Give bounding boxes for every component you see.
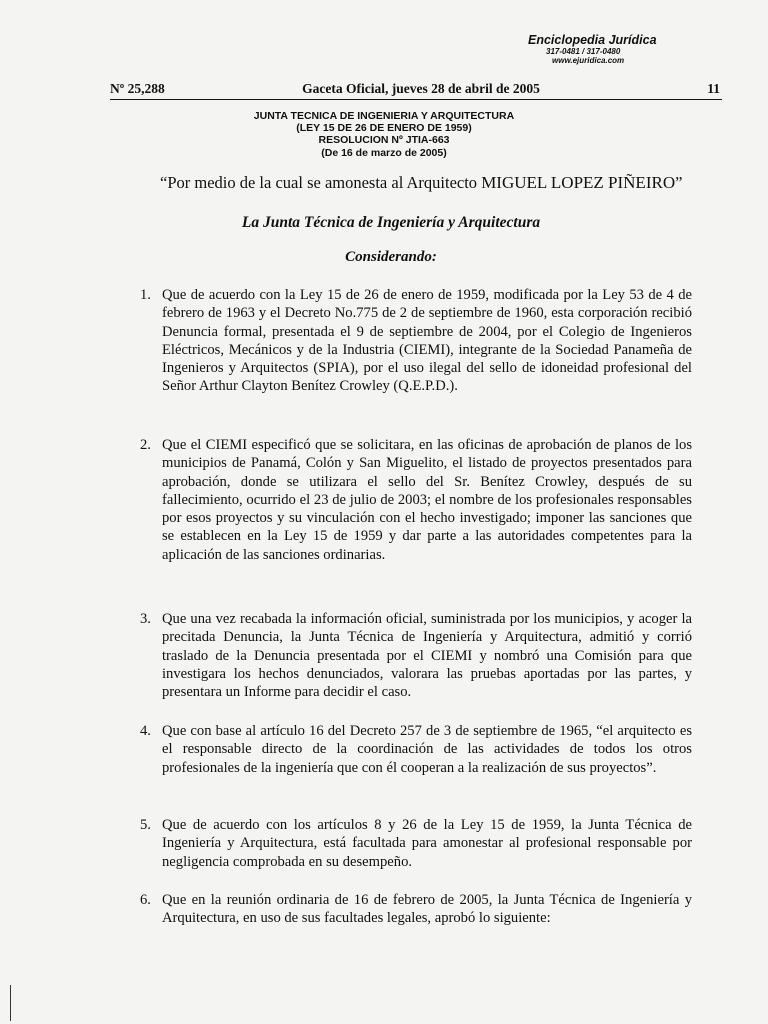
page-number: 11 <box>707 81 720 96</box>
item-text: Que el CIEMI especificó que se solicitara, en las oficinas de aprobación de planos de los municipios de Panamá, Colón y San Miguelito, el listado de proyectos presentados para aprobación, donde se utilizara el sello del Sr. Benítez Crowley, después de su fallecimiento, ocurrido el 23 de julio de 2003; el nombre de los profesionales responsables por esos proyectos y su vinculación con el hecho investigado; imponer las sanciones que se establecen en la Ley 15 de 1959 y dar parte a las autoridades competentes para la aplicación de las sanciones ordinarias. <box>162 437 692 563</box>
publisher-stamp <box>528 34 688 65</box>
subject-close: ” <box>675 173 683 192</box>
resolution-law: (LEY 15 DE 26 DE ENERO DE 1959) <box>296 122 472 135</box>
list-item <box>140 436 692 564</box>
gazette-title: Gaceta Oficial, jueves 28 de abril de 2005 <box>302 81 540 96</box>
subject-name: MIGUEL LOPEZ PIÑEIRO <box>481 173 676 192</box>
subject-text: “Por medio de la cual se amonesta al Arquitecto <box>160 173 482 192</box>
list-item <box>140 891 692 928</box>
considerando-heading: Considerando: <box>345 249 437 265</box>
resolution-subject <box>160 173 682 193</box>
list-item <box>140 816 692 871</box>
resolution-board: JUNTA TECNICA DE INGENIERIA Y ARQUITECTURA <box>253 110 515 122</box>
gazette-header <box>110 81 722 100</box>
scan-margin-line <box>10 985 11 1021</box>
stamp-website: www.ejuridica.com <box>552 55 625 65</box>
item-number: 5. <box>140 817 151 833</box>
junta-heading: La Junta Técnica de Ingeniería y Arquitectura <box>241 214 541 231</box>
item-text: Que en la reunión ordinaria de 16 de febrero de 2005, la Junta Técnica de Ingeniería y Arquitectura, en uso de sus facultades legales, aprobó lo siguiente: <box>162 892 692 927</box>
list-item <box>140 722 692 777</box>
item-number: 1. <box>140 287 151 303</box>
item-number: 2. <box>140 437 151 453</box>
item-text: Que de acuerdo con los artículos 8 y 26 de la Ley 15 de 1959, la Junta Técnica de Ingeniería y Arquitectura, está facultada para amonestar al profesional responsable por negligencia comprobada en su desempeño. <box>162 817 692 870</box>
item-number: 4. <box>140 723 151 739</box>
item-text: Que de acuerdo con la Ley 15 de 26 de enero de 1959, modificada por la Ley 53 de 4 de febrero de 1963 y el Decreto No.775 de 2 de septiembre de 1960, esta corporación recibió Denuncia formal, presentada el 9 de septiembre de 2004, por el Colegio de Ingenieros Eléctricos, Mecánicos y de la Industria (CIEMI), integrante de la Sociedad Panameña de Ingenieros y Arquitectos (SPIA), por el uso ilegal del sello de idoneidad profesional del Señor Arthur Clayton Benítez Crowley (Q.E.P.D.). <box>162 287 692 395</box>
resolution-heading <box>0 110 768 159</box>
item-number: 6. <box>140 892 151 908</box>
item-number: 3. <box>140 611 151 627</box>
item-text: Que una vez recabada la información oficial, suministrada por los municipios, y acoger la precitada Denuncia, la Junta Técnica de Ingeniería y Arquitectura, admitió y corrió traslado de la Denuncia presentada por el CIEMI y nombró una Comisión para que investigara los hechos denunciados, valorara las pruebas aportadas por las partes, y presentara un Informe para decidir el caso. <box>162 611 692 701</box>
stamp-phone: 317-0481 / 317-0480 <box>546 46 621 56</box>
list-item <box>140 286 692 396</box>
resolution-number: RESOLUCION Nº JTIA-663 <box>318 134 450 147</box>
stamp-name: Enciclopedia Jurídica <box>528 33 657 47</box>
item-text: Que con base al artículo 16 del Decreto 257 de 3 de septiembre de 1965, “el arquitecto es el responsable directo de la coordinación de las actividades de todos los otros profesionales de la ingeniería que con él cooperan a la realización de sus proyectos”. <box>162 723 692 776</box>
resolution-date: (De 16 de marzo de 2005) <box>321 146 447 159</box>
gazette-number: Nº 25,288 <box>110 81 165 96</box>
list-item <box>140 610 692 701</box>
